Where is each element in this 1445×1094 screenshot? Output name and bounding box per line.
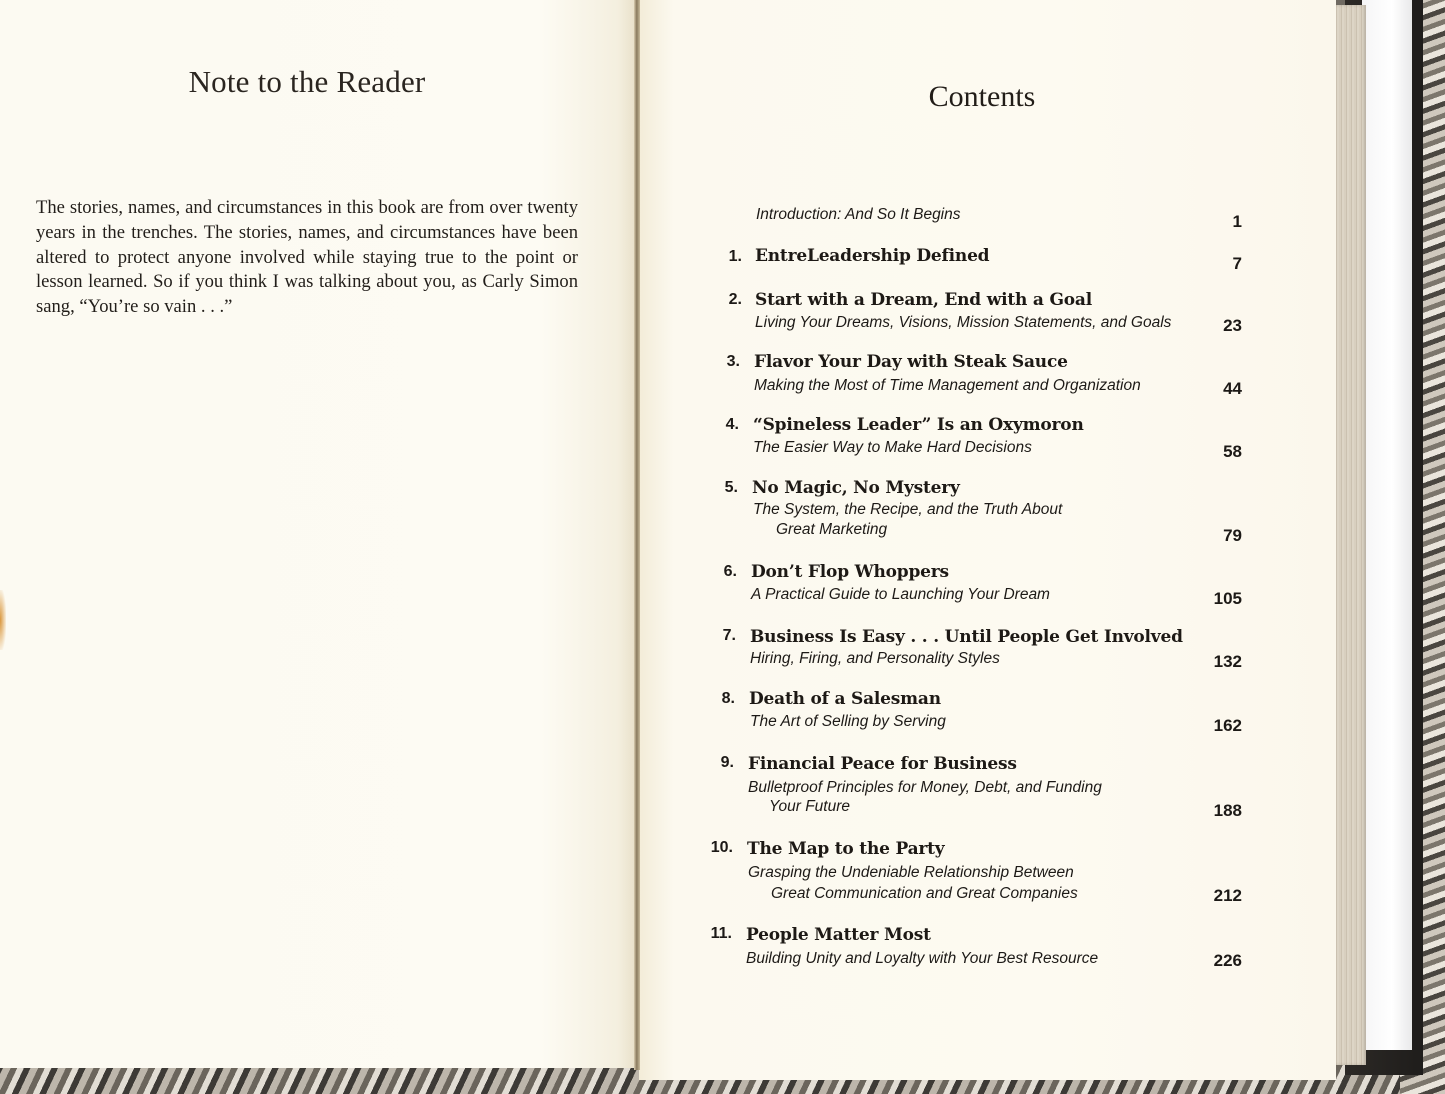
toc-chapter-number: 11. — [710, 925, 732, 942]
contents-title: Contents — [928, 80, 1036, 113]
toc-chapter-title: “Spineless Leader” Is an Oxymoron — [753, 415, 1084, 435]
book-gutter — [634, 0, 640, 1070]
toc-intro-page: 1 — [1232, 212, 1242, 231]
toc-chapter-title: Don’t Flop Whoppers — [751, 562, 949, 582]
left-edge-reflection — [0, 590, 6, 650]
toc-chapter-page: 132 — [1213, 652, 1242, 671]
toc-chapter-number: 6. — [723, 563, 737, 580]
toc-chapter-page: 212 — [1213, 886, 1242, 905]
toc-chapter-number: 7. — [722, 627, 736, 644]
toc-chapter-subtitle: Bulletproof Principles for Money, Debt, and Funding — [748, 779, 1102, 796]
toc-chapter-subtitle-continued: Your Future — [769, 798, 850, 815]
toc-chapter-subtitle: The System, the Recipe, and the Truth About — [753, 501, 1063, 518]
toc-chapter-title: People Matter Most — [746, 925, 931, 945]
toc-chapter-subtitle-continued: Great Marketing — [776, 521, 888, 538]
toc-chapter-title: Business Is Easy . . . Until People Get Involved — [750, 627, 1183, 647]
toc-chapter-page: 7 — [1232, 254, 1242, 273]
toc-chapter-number: 10. — [710, 839, 733, 856]
toc-chapter-subtitle-continued: Great Communication and Great Companies — [771, 885, 1078, 902]
toc-chapter-title: Financial Peace for Business — [748, 754, 1017, 774]
toc-chapter-page: 226 — [1213, 951, 1242, 970]
toc-chapter-number: 8. — [721, 690, 735, 707]
toc-chapter-number: 3. — [726, 353, 740, 370]
toc-chapter-subtitle: The Art of Selling by Serving — [750, 713, 946, 730]
toc-chapter-title: EntreLeadership Defined — [755, 246, 990, 266]
toc-chapter-title: The Map to the Party — [747, 839, 945, 859]
toc-chapter-number: 4. — [725, 416, 739, 433]
toc-intro-label: Introduction: And So It Begins — [756, 206, 961, 223]
toc-chapter-subtitle: Living Your Dreams, Visions, Mission Statements, and Goals — [755, 314, 1172, 331]
toc-chapter-subtitle: Grasping the Undeniable Relationship Between — [748, 864, 1074, 881]
note-title: Note to the Reader — [188, 64, 426, 99]
toc-chapter-page: 105 — [1213, 589, 1242, 608]
left-page — [0, 0, 637, 1068]
toc-chapter-page: 188 — [1213, 801, 1242, 820]
toc-chapter-number: 2. — [728, 291, 742, 308]
toc-chapter-page: 162 — [1213, 716, 1242, 735]
toc-chapter-subtitle: Building Unity and Loyalty with Your Best Resource — [746, 950, 1099, 967]
toc-chapter-subtitle: A Practical Guide to Launching Your Dream — [751, 586, 1050, 603]
toc-chapter-title: Death of a Salesman — [749, 689, 941, 709]
toc-chapter-subtitle: Hiring, Firing, and Personality Styles — [750, 650, 1000, 667]
toc-chapter-title: Flavor Your Day with Steak Sauce — [754, 352, 1068, 372]
note-body: The stories, names, and circumstances in this book are from over twenty years in the trenches. The stories, names, and circumstances have been altered to protect anyone involved while staying true to the point or lesson learned. So if you think I was talking about you, as Carly Simon sang, “You’re so vain . . .” — [36, 197, 578, 318]
toc-chapter-page: 79 — [1223, 526, 1242, 545]
toc-chapter-title: No Magic, No Mystery — [752, 478, 960, 498]
toc-chapter-number: 9. — [720, 754, 734, 771]
toc-chapter-page: 44 — [1223, 379, 1242, 398]
toc-chapter-page: 23 — [1223, 316, 1242, 335]
toc-chapter-title: Start with a Dream, End with a Goal — [755, 290, 1092, 310]
book-page-edges — [1334, 5, 1366, 1065]
book-cover-flap — [1362, 0, 1412, 1050]
toc-chapter-subtitle: The Easier Way to Make Hard Decisions — [753, 439, 1032, 456]
toc-chapter-number: 1. — [728, 248, 742, 265]
toc-chapter-number: 5. — [724, 479, 738, 496]
toc-chapter-subtitle: Making the Most of Time Management and Organization — [754, 377, 1141, 394]
toc-chapter-page: 58 — [1223, 442, 1242, 461]
